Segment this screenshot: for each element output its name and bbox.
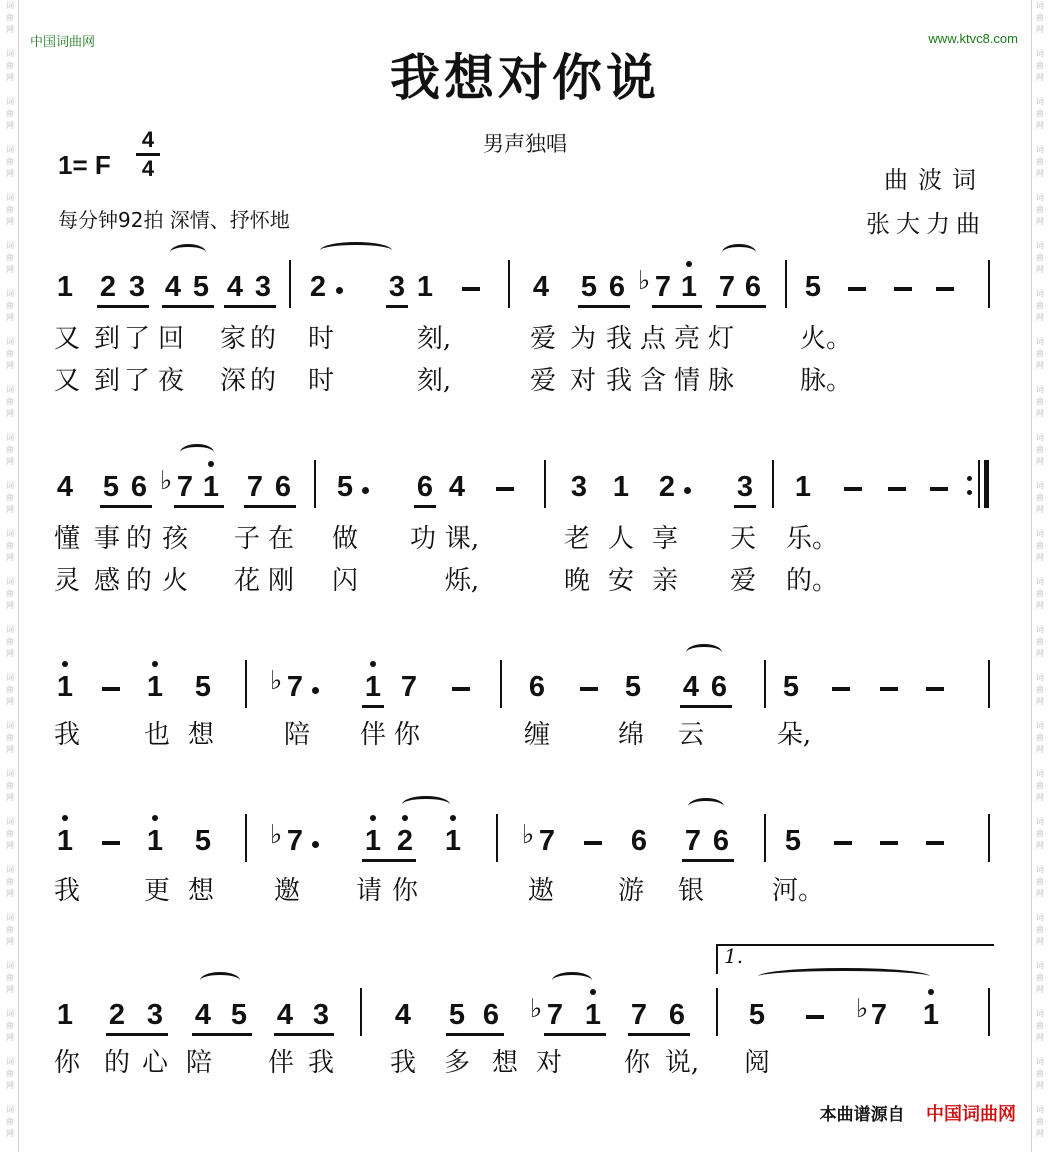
lyric-char: 夜 <box>157 366 184 396</box>
beam-underline <box>628 1033 690 1036</box>
score-line-5 <box>0 994 1050 1034</box>
note: 7 <box>400 671 418 703</box>
beam-underline <box>192 1033 252 1036</box>
lyric-char: 的 <box>249 366 276 396</box>
lyric-char: 人 <box>607 524 634 554</box>
lyric-char: 的 <box>125 524 152 554</box>
bar-line <box>764 660 766 708</box>
lyric-char: 深 <box>219 366 246 396</box>
note: 7 <box>630 999 648 1031</box>
note: 4 <box>56 471 74 503</box>
note: 1 <box>364 825 382 857</box>
note: 7 <box>546 999 564 1031</box>
lyric-char: 时 <box>307 324 334 354</box>
note: 6 <box>274 471 292 503</box>
sustain-dash <box>580 687 598 691</box>
lyric-char: 绵 <box>617 720 644 750</box>
lyric-char: 我 <box>605 366 632 396</box>
bar-line <box>500 660 502 708</box>
note: 1 <box>146 671 164 703</box>
lyric-char: 享 <box>651 524 678 554</box>
lyric-char: 乐。 <box>786 524 839 554</box>
lyric-char: 你 <box>623 1048 650 1078</box>
lyric-char: 脉。 <box>800 366 853 396</box>
lyric-char: 点 <box>639 324 666 354</box>
augmentation-dot <box>312 841 319 848</box>
sustain-dash <box>584 841 602 845</box>
sustain-dash <box>452 687 470 691</box>
lyric-char: 河。 <box>772 876 825 906</box>
octave-dot-high <box>370 815 376 821</box>
lyric-char: 灯 <box>707 324 734 354</box>
lyric-char: 花 <box>233 566 260 596</box>
repeat-bar-thin <box>978 460 980 508</box>
slur <box>180 444 214 461</box>
beam-underline <box>682 859 734 862</box>
lyric-char: 遨 <box>527 876 554 906</box>
tempo-marking: 每分钟92拍 深情、抒怀地 <box>58 208 290 232</box>
watermark-text: 词 曲 网 词 曲 网 词 曲 网 词 曲 网 词 曲 网 词 曲 网 词 曲 网 词 曲 网 词 曲 网 词 曲 网 词 曲 网 词 曲 网 词 曲 网 词 曲 网 词 曲 网 词 曲 网 词 曲 网 词 曲 网 词 曲 网 词 曲 网 词 曲 网 词 曲 网 词 曲 网 词 曲 网 <box>1036 1 1044 1138</box>
note: 1 <box>364 671 382 703</box>
lyric-char: 请 <box>355 876 382 906</box>
bar-line <box>496 814 498 862</box>
lyric-char: 对 <box>535 1048 562 1078</box>
note: 2 <box>108 999 126 1031</box>
bar-line <box>245 660 247 708</box>
augmentation-dot <box>312 687 319 694</box>
augmentation-dot <box>362 487 369 494</box>
note: 4 <box>394 999 412 1031</box>
note: 3 <box>388 271 406 303</box>
lyric-char: 想 <box>187 876 214 906</box>
octave-dot-high <box>928 989 934 995</box>
lyric-char: 爱 <box>529 366 556 396</box>
note: 1 <box>680 271 698 303</box>
bar-line <box>716 988 718 1036</box>
note: 1 <box>922 999 940 1031</box>
note: 4 <box>532 271 550 303</box>
beam-underline <box>716 305 766 308</box>
note: 1 <box>416 271 434 303</box>
note: 6 <box>710 671 728 703</box>
bar-line <box>785 260 787 308</box>
bar-line <box>289 260 291 308</box>
lyric-char: 我 <box>53 720 80 750</box>
lyric-char: 火。 <box>800 324 853 354</box>
note: 5 <box>192 271 210 303</box>
sustain-dash <box>848 287 866 291</box>
lyric-line-1-verse-2 <box>0 366 1050 400</box>
beam-underline <box>100 505 152 508</box>
bar-line <box>772 460 774 508</box>
bar-line <box>245 814 247 862</box>
note: 5 <box>448 999 466 1031</box>
lyric-char: 朵, <box>776 720 812 750</box>
lyric-char: 我 <box>53 876 80 906</box>
bar-line <box>988 988 990 1036</box>
note: 6 <box>668 999 686 1031</box>
note: 5 <box>804 271 822 303</box>
beam-underline <box>224 305 276 308</box>
composer-credit: 张大力曲 <box>866 210 986 238</box>
lyric-char: 做 <box>331 524 358 554</box>
note: 5 <box>782 671 800 703</box>
note: 5 <box>102 471 120 503</box>
sustain-dash <box>894 287 912 291</box>
sustain-dash <box>832 687 850 691</box>
note: 5 <box>336 471 354 503</box>
note: 1 <box>56 671 74 703</box>
note: 5 <box>580 271 598 303</box>
octave-dot-high <box>686 261 692 267</box>
note: 3 <box>736 471 754 503</box>
octave-dot-high <box>370 661 376 667</box>
source-label: 本曲谱源自 <box>819 1105 905 1125</box>
lyric-char: 想 <box>187 720 214 750</box>
lyric-char: 又 <box>53 324 80 354</box>
source-footer <box>820 1100 1016 1126</box>
lyric-char: 课, <box>444 524 480 554</box>
lyric-char: 说, <box>664 1048 700 1078</box>
lyric-char: 你 <box>391 876 418 906</box>
slur <box>722 244 756 261</box>
song-subtitle: 男声独唱 <box>483 132 567 156</box>
sustain-dash <box>834 841 852 845</box>
lyric-char: 子 <box>233 524 260 554</box>
sustain-dash <box>806 1015 824 1019</box>
bar-line <box>544 460 546 508</box>
site-name-header[interactable]: 中国词曲网 <box>30 35 96 50</box>
lyric-char: 想 <box>491 1048 518 1078</box>
lyric-char: 时 <box>307 366 334 396</box>
repeat-dot <box>967 490 972 495</box>
site-url-header[interactable]: www.ktvc8.com <box>928 31 1018 46</box>
note: 7 <box>286 825 304 857</box>
slur <box>320 242 392 259</box>
key-signature: 1= F <box>58 150 111 180</box>
note: 1 <box>56 271 74 303</box>
bar-line <box>988 660 990 708</box>
sustain-dash <box>880 841 898 845</box>
sustain-dash <box>880 687 898 691</box>
source-brand-link[interactable]: 中国词曲网 <box>926 1104 1016 1125</box>
lyric-char: 含 <box>639 366 666 396</box>
flat-sign: ♭ <box>530 994 543 1024</box>
watermark-text: 词 曲 网 词 曲 网 词 曲 网 词 曲 网 词 曲 网 词 曲 网 词 曲 网 词 曲 网 词 曲 网 词 曲 网 词 曲 网 词 曲 网 词 曲 网 词 曲 网 词 曲 网 词 曲 网 词 曲 网 词 曲 网 词 曲 网 词 曲 网 词 曲 网 词 曲 网 词 曲 网 词 曲 网 <box>6 1 14 1138</box>
beam-underline <box>414 505 436 508</box>
sustain-dash <box>102 841 120 845</box>
note: 4 <box>682 671 700 703</box>
sustain-dash <box>926 841 944 845</box>
beam-underline <box>652 305 702 308</box>
lyric-char: 了 <box>123 324 150 354</box>
note: 6 <box>744 271 762 303</box>
lyric-char: 到 <box>93 366 120 396</box>
note: 7 <box>286 671 304 703</box>
note: 4 <box>194 999 212 1031</box>
lyric-char: 孩 <box>161 524 188 554</box>
lyric-char: 安 <box>607 566 634 596</box>
lyric-char: 刻, <box>416 324 452 354</box>
note: 1 <box>202 471 220 503</box>
lyric-line-2-verse-1 <box>0 524 1050 558</box>
beam-underline <box>578 305 630 308</box>
octave-dot-high <box>152 661 158 667</box>
slur <box>758 968 930 985</box>
lyric-char: 为 <box>569 324 596 354</box>
lyric-line-2-verse-2 <box>0 566 1050 600</box>
lyric-char: 火 <box>161 566 188 596</box>
lyric-char: 到 <box>93 324 120 354</box>
lyric-char: 爱 <box>529 324 556 354</box>
slur <box>200 972 240 989</box>
beam-underline <box>174 505 224 508</box>
lyric-char: 亮 <box>673 324 700 354</box>
score-line-4 <box>0 820 1050 860</box>
note: 1 <box>612 471 630 503</box>
octave-dot-high <box>62 661 68 667</box>
slur <box>552 972 592 989</box>
lyric-char: 缠 <box>523 720 550 750</box>
lyric-char: 闪 <box>331 566 358 596</box>
time-signature-bottom: 4 <box>141 156 155 181</box>
lyric-char: 又 <box>53 366 80 396</box>
volta-label: 1. <box>724 944 744 968</box>
octave-dot-high <box>152 815 158 821</box>
lyric-char: 银 <box>677 876 704 906</box>
note: 7 <box>176 471 194 503</box>
lyric-char: 云 <box>677 720 704 750</box>
lyric-char: 老 <box>563 524 590 554</box>
note: 3 <box>254 271 272 303</box>
note: 7 <box>246 471 264 503</box>
note: 2 <box>309 271 327 303</box>
repeat-dot <box>967 476 972 481</box>
slur <box>170 244 206 261</box>
lyric-char: 心 <box>141 1048 168 1078</box>
lyric-char: 功 <box>409 524 436 554</box>
score-line-3 <box>0 666 1050 706</box>
note: 5 <box>230 999 248 1031</box>
note: 7 <box>684 825 702 857</box>
flat-sign: ♭ <box>638 266 651 296</box>
note: 1 <box>794 471 812 503</box>
sustain-dash <box>888 487 906 491</box>
beam-underline <box>386 305 408 308</box>
score-line-1 <box>0 266 1050 306</box>
score-line-2 <box>0 466 1050 506</box>
bar-line <box>508 260 510 308</box>
sustain-dash <box>844 487 862 491</box>
lyric-char: 陪 <box>283 720 310 750</box>
song-title: 我想对你说 <box>390 48 660 107</box>
lyric-char: 刚 <box>267 566 294 596</box>
note: 2 <box>658 471 676 503</box>
lyric-char: 邀 <box>273 876 300 906</box>
note: 6 <box>528 671 546 703</box>
slur <box>686 644 722 661</box>
lyric-char: 你 <box>53 1048 80 1078</box>
flat-sign: ♭ <box>270 820 283 850</box>
bar-line <box>988 260 990 308</box>
note: 7 <box>654 271 672 303</box>
beam-underline <box>162 305 214 308</box>
note: 4 <box>276 999 294 1031</box>
lyric-line-3 <box>0 720 1050 754</box>
lyric-char: 了 <box>123 366 150 396</box>
lyric-char: 我 <box>605 324 632 354</box>
lyric-char: 在 <box>267 524 294 554</box>
sustain-dash <box>926 687 944 691</box>
note: 1 <box>56 825 74 857</box>
lyric-char: 感 <box>93 566 120 596</box>
note: 5 <box>194 825 212 857</box>
beam-underline <box>446 1033 504 1036</box>
lyric-char: 我 <box>307 1048 334 1078</box>
lyric-char: 天 <box>729 524 756 554</box>
beam-underline <box>544 1033 606 1036</box>
octave-dot-high <box>62 815 68 821</box>
note: 3 <box>312 999 330 1031</box>
flat-sign: ♭ <box>856 994 869 1024</box>
sustain-dash <box>930 487 948 491</box>
time-signature-top: 4 <box>141 127 155 152</box>
beam-underline <box>274 1033 334 1036</box>
lyric-char: 你 <box>393 720 420 750</box>
flat-sign: ♭ <box>160 466 173 496</box>
octave-dot-high <box>450 815 456 821</box>
bar-line <box>314 460 316 508</box>
lyric-char: 懂 <box>53 524 80 554</box>
lyric-char: 情 <box>673 366 700 396</box>
note: 1 <box>444 825 462 857</box>
beam-underline <box>362 859 416 862</box>
note: 6 <box>130 471 148 503</box>
note: 6 <box>608 271 626 303</box>
augmentation-dot <box>336 287 343 294</box>
note: 2 <box>99 271 117 303</box>
lyricist-credit: 曲波词 <box>884 166 986 194</box>
slur <box>688 798 724 815</box>
note: 6 <box>630 825 648 857</box>
octave-dot-high <box>402 815 408 821</box>
note: 3 <box>146 999 164 1031</box>
lyric-char: 刻, <box>416 366 452 396</box>
lyric-char: 的。 <box>786 566 839 596</box>
lyric-char: 阅 <box>743 1048 770 1078</box>
lyric-char: 回 <box>157 324 184 354</box>
note: 7 <box>718 271 736 303</box>
bar-line <box>764 814 766 862</box>
sustain-dash <box>496 487 514 491</box>
lyric-char: 的 <box>249 324 276 354</box>
lyric-line-4 <box>0 876 1050 910</box>
lyric-char: 的 <box>103 1048 130 1078</box>
note: 6 <box>482 999 500 1031</box>
lyric-char: 伴 <box>359 720 386 750</box>
beam-underline <box>734 505 756 508</box>
lyric-char: 陪 <box>185 1048 212 1078</box>
lyric-char: 伴 <box>267 1048 294 1078</box>
note: 5 <box>784 825 802 857</box>
lyric-char: 晚 <box>563 566 590 596</box>
note: 5 <box>194 671 212 703</box>
lyric-char: 也 <box>143 720 170 750</box>
bar-line <box>988 814 990 862</box>
lyric-char: 的 <box>125 566 152 596</box>
lyric-char: 更 <box>143 876 170 906</box>
lyric-line-1-verse-1 <box>0 324 1050 358</box>
note: 4 <box>226 271 244 303</box>
note: 1 <box>56 999 74 1031</box>
note: 7 <box>538 825 556 857</box>
note: 4 <box>448 471 466 503</box>
bar-line <box>360 988 362 1036</box>
lyric-char: 亲 <box>651 566 678 596</box>
sustain-dash <box>102 687 120 691</box>
note: 7 <box>870 999 888 1031</box>
slur <box>402 796 450 813</box>
repeat-bar-thick <box>984 460 989 508</box>
note: 3 <box>128 271 146 303</box>
note: 5 <box>748 999 766 1031</box>
note: 6 <box>712 825 730 857</box>
beam-underline <box>106 1033 168 1036</box>
flat-sign: ♭ <box>270 666 283 696</box>
note: 2 <box>396 825 414 857</box>
lyric-char: 游 <box>617 876 644 906</box>
sustain-dash <box>936 287 954 291</box>
note: 6 <box>416 471 434 503</box>
sustain-dash <box>462 287 480 291</box>
lyric-line-5 <box>0 1048 1050 1082</box>
note: 4 <box>164 271 182 303</box>
lyric-char: 我 <box>389 1048 416 1078</box>
flat-sign: ♭ <box>522 820 535 850</box>
note: 1 <box>146 825 164 857</box>
note: 5 <box>624 671 642 703</box>
beam-underline <box>244 505 296 508</box>
lyric-char: 脉 <box>707 366 734 396</box>
beam-underline <box>680 705 732 708</box>
beam-underline <box>97 305 149 308</box>
octave-dot-high <box>590 989 596 995</box>
lyric-char: 多 <box>443 1048 470 1078</box>
octave-dot-high <box>208 461 214 467</box>
augmentation-dot <box>684 487 691 494</box>
lyric-char: 爱 <box>729 566 756 596</box>
note: 3 <box>570 471 588 503</box>
beam-underline <box>362 705 384 708</box>
time-signature <box>136 128 160 181</box>
lyric-char: 事 <box>93 524 120 554</box>
lyric-char: 对 <box>569 366 596 396</box>
lyric-char: 烁, <box>444 566 480 596</box>
lyric-char: 灵 <box>53 566 80 596</box>
note: 1 <box>584 999 602 1031</box>
lyric-char: 家 <box>219 324 246 354</box>
